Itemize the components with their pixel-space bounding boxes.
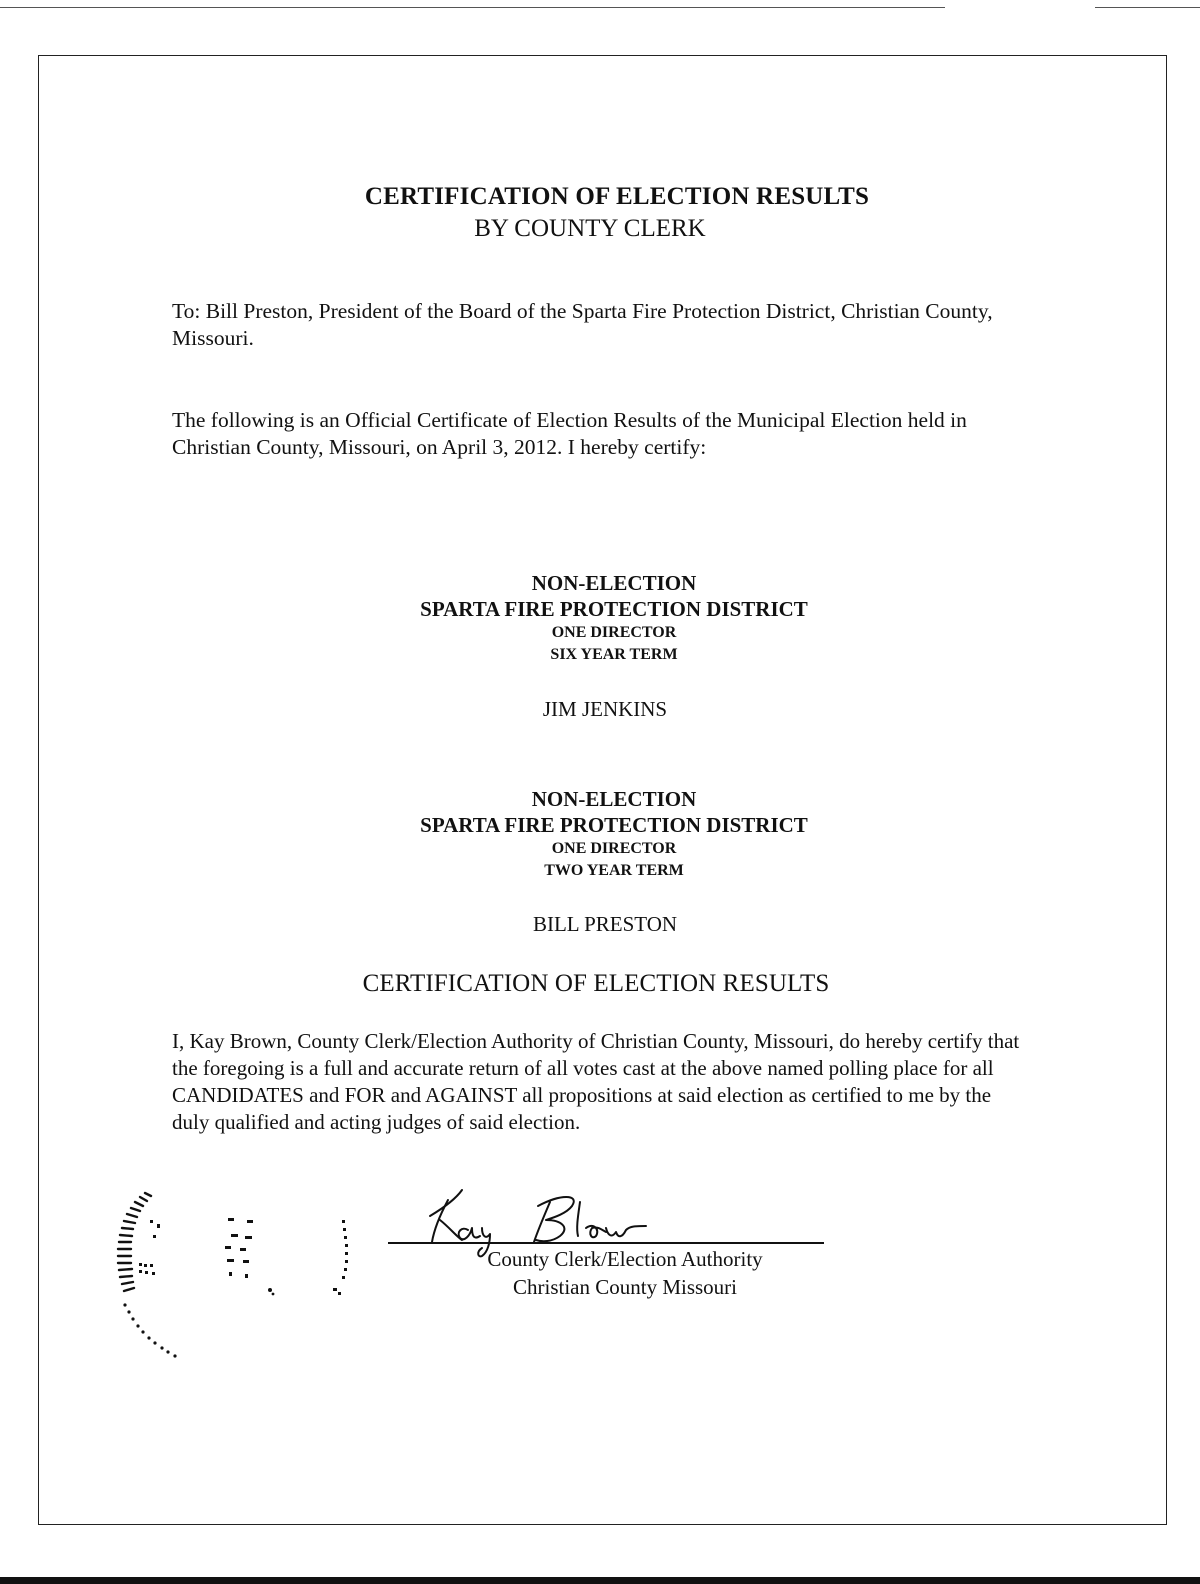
signature-title-line1: County Clerk/Election Authority [487,1247,763,1271]
document-subtitle: BY COUNTY CLERK [474,215,706,242]
race-term: TWO YEAR TERM [544,862,684,879]
signature-caption [455,1245,795,1301]
race-candidate-1: JIM JENKINS [542,697,668,721]
embossed-seal [95,1180,395,1390]
addressee-paragraph: To: Bill Preston, President of the Board of the Sparta Fire Protection District, Christian County, Missouri. [172,299,993,350]
race-candidate-2: BILL PRESTON [532,912,678,936]
race-term: SIX YEAR TERM [550,646,678,663]
race-status: NON-ELECTION [531,571,697,595]
race-office: ONE DIRECTOR [551,840,677,857]
certification-paragraph: I, Kay Brown, County Clerk/Election Authority of Christian County, Missouri, do hereby certify that the foregoing is a full and accurate return of all votes cast at the above named polling place for all CANDIDATES and FOR and AGAINST all propositions at said election as certified to me by the duly qualified and acting judges of said election. [172,1029,1020,1134]
scan-edge-gap [945,5,1095,9]
signature-title-line2: Christian County Missouri [512,1275,738,1299]
race-district: SPARTA FIRE PROTECTION DISTRICT [420,597,808,621]
certification-heading: CERTIFICATION OF ELECTION RESULTS [362,970,830,997]
race-block-2 [0,786,1200,882]
race-district: SPARTA FIRE PROTECTION DISTRICT [420,813,808,837]
race-status: NON-ELECTION [531,787,697,811]
race-block-1 [0,570,1200,666]
signature-line [388,1242,824,1244]
scan-edge-bottom [0,1577,1200,1584]
intro-paragraph: The following is an Official Certificate of Election Results of the Municipal Election held in Christian County, Missouri, on April 3, 2012. I hereby certify: [172,408,967,459]
document-title: CERTIFICATION OF ELECTION RESULTS [364,183,870,210]
race-office: ONE DIRECTOR [551,624,677,641]
